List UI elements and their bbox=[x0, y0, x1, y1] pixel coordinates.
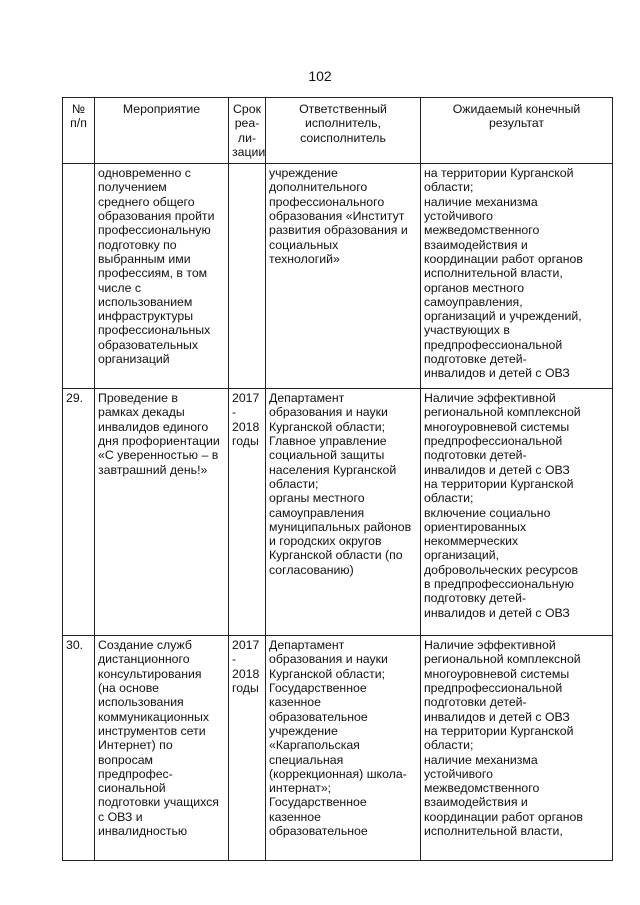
text-line: Государственное bbox=[269, 681, 367, 696]
text-line: 2017 bbox=[232, 638, 260, 653]
text-line: «Каргапольская bbox=[269, 738, 360, 753]
text-line: на территории Курганской bbox=[424, 476, 574, 491]
table-row bbox=[63, 389, 613, 636]
text-line: Курганской области (по bbox=[269, 548, 403, 563]
text-line: исполнительной власти, bbox=[424, 824, 563, 839]
table-header-row bbox=[63, 98, 613, 164]
cell-num: 30. bbox=[63, 636, 95, 861]
cell-activity bbox=[95, 164, 229, 389]
cell-result bbox=[421, 164, 613, 389]
text-line: Срок bbox=[233, 102, 261, 116]
text-line: выбранным ими bbox=[98, 251, 191, 266]
text-line: добровольческих ресурсов bbox=[424, 562, 578, 577]
header-num bbox=[63, 98, 95, 164]
header-responsible bbox=[266, 98, 421, 164]
text-line: п/п bbox=[70, 116, 87, 131]
text-line: реа- bbox=[234, 116, 260, 131]
text-line: и городских округов bbox=[269, 534, 382, 549]
text-line: многоуровневой системы bbox=[424, 419, 570, 434]
text-line: социальной защиты bbox=[269, 448, 385, 463]
text-line: ориентированных bbox=[424, 519, 527, 534]
text-line: инвалидов и детей с ОВЗ bbox=[424, 605, 570, 620]
cell-activity bbox=[95, 636, 229, 861]
text-line: участвующих в bbox=[424, 323, 510, 338]
text-line: подготовке детей- bbox=[424, 352, 527, 367]
table-row bbox=[63, 164, 613, 389]
text-line: предпрофессиональной bbox=[424, 681, 563, 696]
text-line: исполнитель, bbox=[304, 116, 381, 131]
text-line: образования и науки bbox=[269, 652, 388, 667]
cell-term bbox=[229, 164, 266, 389]
text-line: Наличие эффективной bbox=[424, 638, 556, 653]
header-term bbox=[229, 98, 266, 164]
text-line: - bbox=[232, 405, 237, 420]
text-line: «С уверенностью – в bbox=[98, 448, 219, 463]
text-line: казенное bbox=[269, 695, 321, 710]
text-line: 2018 bbox=[232, 419, 260, 434]
text-line: организаций, bbox=[424, 548, 500, 563]
cell-responsible bbox=[266, 389, 421, 636]
text-line: органов местного bbox=[424, 280, 525, 295]
cell-activity bbox=[95, 389, 229, 636]
text-line: организаций bbox=[98, 352, 170, 367]
text-line: Департамент bbox=[269, 391, 345, 406]
text-line: образовательных bbox=[98, 337, 199, 352]
text-line: координации работ органов bbox=[424, 251, 583, 266]
text-line: образовательное bbox=[269, 824, 368, 839]
text-line: Наличие эффективной bbox=[424, 391, 556, 406]
text-line: среднего общего bbox=[98, 194, 195, 209]
text-line: инструментов сети bbox=[98, 723, 206, 738]
cell-num: 29. bbox=[63, 389, 95, 636]
text-line: числе с bbox=[98, 280, 142, 295]
text-line: коммуникационных bbox=[98, 709, 210, 724]
text-line: Создание служб bbox=[98, 638, 192, 653]
text-line: предпрофессиональной bbox=[424, 337, 563, 352]
text-line: области; bbox=[424, 738, 474, 753]
text-line: устойчивого bbox=[424, 209, 493, 224]
page-number: 102 bbox=[308, 68, 332, 84]
text-line: развития образования и bbox=[269, 223, 408, 238]
text-line: включение социально bbox=[424, 505, 551, 520]
text-line: зации bbox=[232, 144, 266, 159]
text-line: интернат»; bbox=[269, 781, 332, 796]
text-line: межведомственного bbox=[424, 223, 540, 238]
cell-term bbox=[229, 636, 266, 861]
text-line: межведомственного bbox=[424, 781, 540, 796]
text-line: консультирования bbox=[98, 666, 202, 681]
text-line: дополнительного bbox=[269, 180, 368, 195]
text-line: профессиям, в том bbox=[98, 266, 208, 281]
text-line: на территории Курганской bbox=[424, 166, 574, 181]
cell-responsible bbox=[266, 164, 421, 389]
text-line: предпрофессиональной bbox=[424, 434, 563, 449]
text-line: наличие механизма bbox=[424, 194, 538, 209]
cell-num bbox=[63, 164, 95, 389]
text-line: получением bbox=[98, 180, 167, 195]
text-line: подготовки детей- bbox=[424, 448, 527, 463]
text-line: на территории Курганской bbox=[424, 723, 574, 738]
text-line: исполнительной власти, bbox=[424, 266, 563, 281]
text-line: организаций и учреждений, bbox=[424, 309, 582, 324]
text-line: подготовку по bbox=[98, 237, 177, 252]
text-line: профессиональную bbox=[98, 223, 211, 238]
text-line: самоуправления, bbox=[424, 294, 523, 309]
text-line: области; bbox=[424, 180, 474, 195]
text-line: инвалидов и детей с ОВЗ bbox=[424, 709, 570, 724]
activities-table bbox=[62, 97, 613, 861]
text-line: области; bbox=[269, 476, 319, 491]
text-line: Государственное bbox=[269, 795, 367, 810]
text-line: в предпрофессиональную bbox=[424, 577, 574, 592]
cell-result bbox=[421, 389, 613, 636]
text-line: учреждение bbox=[269, 723, 338, 738]
text-line: сиональной bbox=[98, 781, 166, 796]
text-line: образования «Институт bbox=[269, 209, 405, 224]
text-line: результат bbox=[488, 116, 545, 131]
text-line: Ответственный bbox=[299, 102, 387, 116]
text-line: органы местного bbox=[269, 491, 365, 506]
text-line: образования и науки bbox=[269, 405, 388, 420]
text-line: одновременно с bbox=[98, 166, 191, 181]
text-line: координации работ органов bbox=[424, 809, 583, 824]
text-line: региональной комплексной bbox=[424, 405, 581, 420]
text-line: социальных bbox=[269, 237, 339, 252]
text-line: региональной комплексной bbox=[424, 652, 581, 667]
text-line: дистанционного bbox=[98, 652, 190, 667]
text-line: области; bbox=[424, 491, 474, 506]
text-line: профессиональных bbox=[98, 323, 211, 338]
text-line: Департамент bbox=[269, 638, 345, 653]
cell-term bbox=[229, 389, 266, 636]
text-line: инвалидов единого bbox=[98, 419, 209, 434]
text-line: согласованию) bbox=[269, 562, 354, 577]
text-line: № bbox=[71, 102, 86, 116]
text-line: некоммерческих bbox=[424, 534, 519, 549]
text-line: (на основе bbox=[98, 681, 159, 696]
text-line: Курганской области; bbox=[269, 666, 386, 681]
text-line: 2017 bbox=[232, 391, 260, 406]
text-line: учреждение bbox=[269, 166, 338, 181]
text-line: - bbox=[232, 652, 237, 667]
text-line: специальная bbox=[269, 752, 344, 767]
text-line: инфраструктуры bbox=[98, 309, 194, 324]
text-line: соисполнитель bbox=[300, 130, 386, 145]
text-line: образования пройти bbox=[98, 209, 215, 224]
header-activity bbox=[95, 98, 229, 164]
text-line: предпрофес- bbox=[98, 766, 173, 781]
text-line: подготовки учащихся bbox=[98, 795, 219, 810]
header-result bbox=[421, 98, 613, 164]
text-line: использования bbox=[98, 695, 184, 710]
table-row bbox=[63, 636, 613, 861]
text-line: самоуправления bbox=[269, 505, 365, 520]
text-line: Курганской области; bbox=[269, 419, 386, 434]
text-line: 2018 bbox=[232, 666, 260, 681]
text-line: муниципальных районов bbox=[269, 519, 412, 534]
text-line: Интернет) по bbox=[98, 738, 173, 753]
text-line: рамках декады bbox=[98, 405, 185, 420]
text-line: образовательное bbox=[269, 709, 368, 724]
text-line: Главное управление bbox=[269, 434, 387, 449]
text-line: дня профориентации bbox=[98, 434, 220, 449]
text-line: устойчивого bbox=[424, 766, 493, 781]
text-line: ли- bbox=[237, 130, 257, 145]
text-line: Мероприятие bbox=[122, 102, 201, 116]
cell-responsible bbox=[266, 636, 421, 861]
text-line: инвалидов и детей с ОВЗ bbox=[424, 462, 570, 477]
text-line: наличие механизма bbox=[424, 752, 538, 767]
text-line: (коррекционная) школа- bbox=[269, 766, 407, 781]
text-line: взаимодействия и bbox=[424, 795, 528, 810]
text-line: подготовку детей- bbox=[424, 591, 527, 606]
text-line: Ожидаемый конечный bbox=[452, 102, 581, 116]
text-line: годы bbox=[232, 681, 259, 696]
text-line: годы bbox=[232, 434, 259, 449]
text-line: завтрашний день!» bbox=[98, 462, 208, 477]
text-line: с ОВЗ и bbox=[98, 809, 143, 824]
text-line: многоуровневой системы bbox=[424, 666, 570, 681]
text-line: инвалидов и детей с ОВЗ bbox=[424, 366, 570, 381]
text-line: Проведение в bbox=[98, 391, 178, 406]
text-line: подготовки детей- bbox=[424, 695, 527, 710]
text-line: технологий» bbox=[269, 251, 340, 266]
text-line: казенное bbox=[269, 809, 321, 824]
text-line: населения Курганской bbox=[269, 462, 397, 477]
text-line: вопросам bbox=[98, 752, 154, 767]
text-line: использованием bbox=[98, 294, 193, 309]
text-line: взаимодействия и bbox=[424, 237, 528, 252]
text-line: профессионального bbox=[269, 194, 385, 209]
text-line: инвалидностью bbox=[98, 824, 188, 839]
cell-result bbox=[421, 636, 613, 861]
